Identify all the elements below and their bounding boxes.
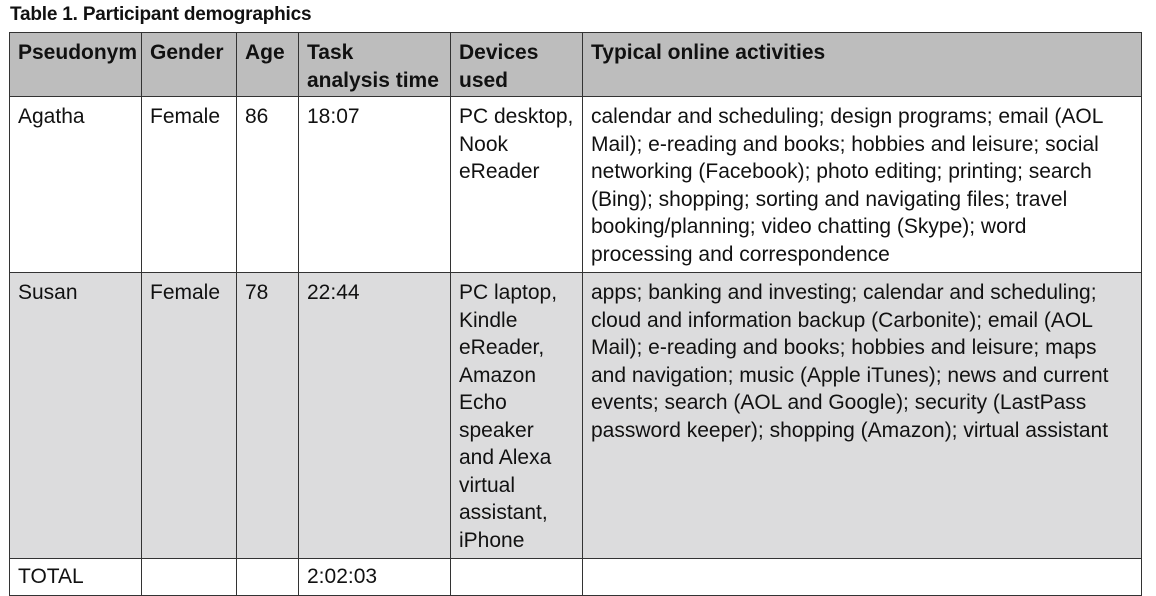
cell-time: 18:07 <box>299 97 451 273</box>
cell-pseudonym: Susan <box>10 273 142 559</box>
header-gender: Gender <box>142 33 237 97</box>
header-devices-used: Devices used <box>451 33 583 97</box>
total-row <box>10 559 1142 596</box>
total-age-empty <box>237 559 299 596</box>
header-row <box>10 33 1142 97</box>
header-typical-online-activities: Typical online activities <box>583 33 1142 97</box>
cell-activities: calendar and scheduling; design programs; email (AOL Mail); e-reading and books; hobbies and leisure; social networking (Facebook); photo editing; printing; search (Bing); shopping; sorting and navigating files; travel booking/planning; video chatting (Skype); word processing and correspondence <box>583 97 1142 273</box>
total-label: TOTAL <box>10 559 142 596</box>
total-devices-empty <box>451 559 583 596</box>
cell-gender: Female <box>142 97 237 273</box>
header-pseudonym: Pseudonym <box>10 33 142 97</box>
cell-age: 78 <box>237 273 299 559</box>
cell-age: 86 <box>237 97 299 273</box>
header-age: Age <box>237 33 299 97</box>
demographics-table <box>9 32 1142 596</box>
table-row <box>10 273 1142 559</box>
total-gender-empty <box>142 559 237 596</box>
cell-pseudonym: Agatha <box>10 97 142 273</box>
cell-time: 22:44 <box>299 273 451 559</box>
cell-devices: PC desktop, Nook eReader <box>451 97 583 273</box>
cell-devices: PC laptop, Kindle eReader, Amazon Echo speaker and Alexa virtual assistant, iPhone <box>451 273 583 559</box>
header-task-analysis-time: Task analysis time <box>299 33 451 97</box>
total-time: 2:02:03 <box>299 559 451 596</box>
total-activities-empty <box>583 559 1142 596</box>
cell-gender: Female <box>142 273 237 559</box>
table-caption: Table 1. Participant demographics <box>10 4 312 25</box>
table-row <box>10 97 1142 273</box>
cell-activities: apps; banking and investing; calendar and scheduling; cloud and information backup (Carbonite); email (AOL Mail); e-reading and books; hobbies and leisure; maps and navigation; music (Apple iTunes); news and current events; search (AOL and Google); security (LastPass password keeper); shopping (Amazon); virtual assistant <box>583 273 1142 559</box>
